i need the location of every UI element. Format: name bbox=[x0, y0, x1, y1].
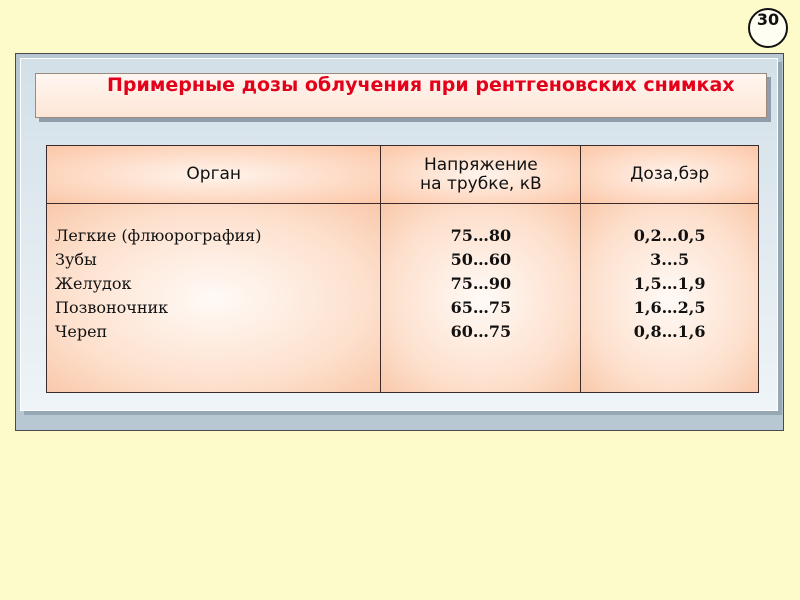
dose-list bbox=[581, 224, 758, 344]
table-header-row bbox=[47, 146, 759, 204]
slide-title: Примерные дозы облучения при рентгеновских снимках bbox=[107, 74, 735, 96]
organ-item: Легкие (флюорография) bbox=[55, 226, 262, 245]
voltage-item: 50…60 bbox=[450, 250, 512, 269]
voltage-item: 65…75 bbox=[450, 298, 512, 317]
header-organ: Орган bbox=[47, 146, 381, 204]
voltage-column bbox=[381, 204, 581, 393]
dose-item: 1,6…2,5 bbox=[633, 298, 706, 317]
organ-item: Желудок bbox=[55, 274, 132, 293]
voltage-item: 75…90 bbox=[450, 274, 512, 293]
voltage-list bbox=[381, 224, 580, 344]
organ-list bbox=[47, 224, 380, 344]
dose-item: 0,2…0,5 bbox=[633, 226, 706, 245]
dose-item: 1,5…1,9 bbox=[633, 274, 706, 293]
voltage-item: 60…75 bbox=[450, 322, 512, 341]
page-number-badge: 30 bbox=[748, 8, 788, 48]
organ-item: Позвоночник bbox=[55, 298, 169, 317]
dose-table bbox=[46, 145, 759, 393]
header-voltage bbox=[381, 146, 581, 204]
title-bar bbox=[35, 73, 767, 118]
header-voltage-line1: Напряжение bbox=[423, 154, 538, 175]
header-voltage-line2: на трубке, кВ bbox=[420, 173, 542, 194]
voltage-item: 75…80 bbox=[450, 226, 512, 245]
dose-item: 3...5 bbox=[650, 250, 690, 269]
header-dose: Доза,бэр bbox=[581, 146, 759, 204]
organ-item: Зубы bbox=[55, 250, 97, 269]
table-body-row bbox=[47, 204, 759, 393]
dose-item: 0,8…1,6 bbox=[633, 322, 706, 341]
organ-item: Череп bbox=[55, 322, 108, 341]
organ-column bbox=[47, 204, 381, 393]
dose-column bbox=[581, 204, 759, 393]
